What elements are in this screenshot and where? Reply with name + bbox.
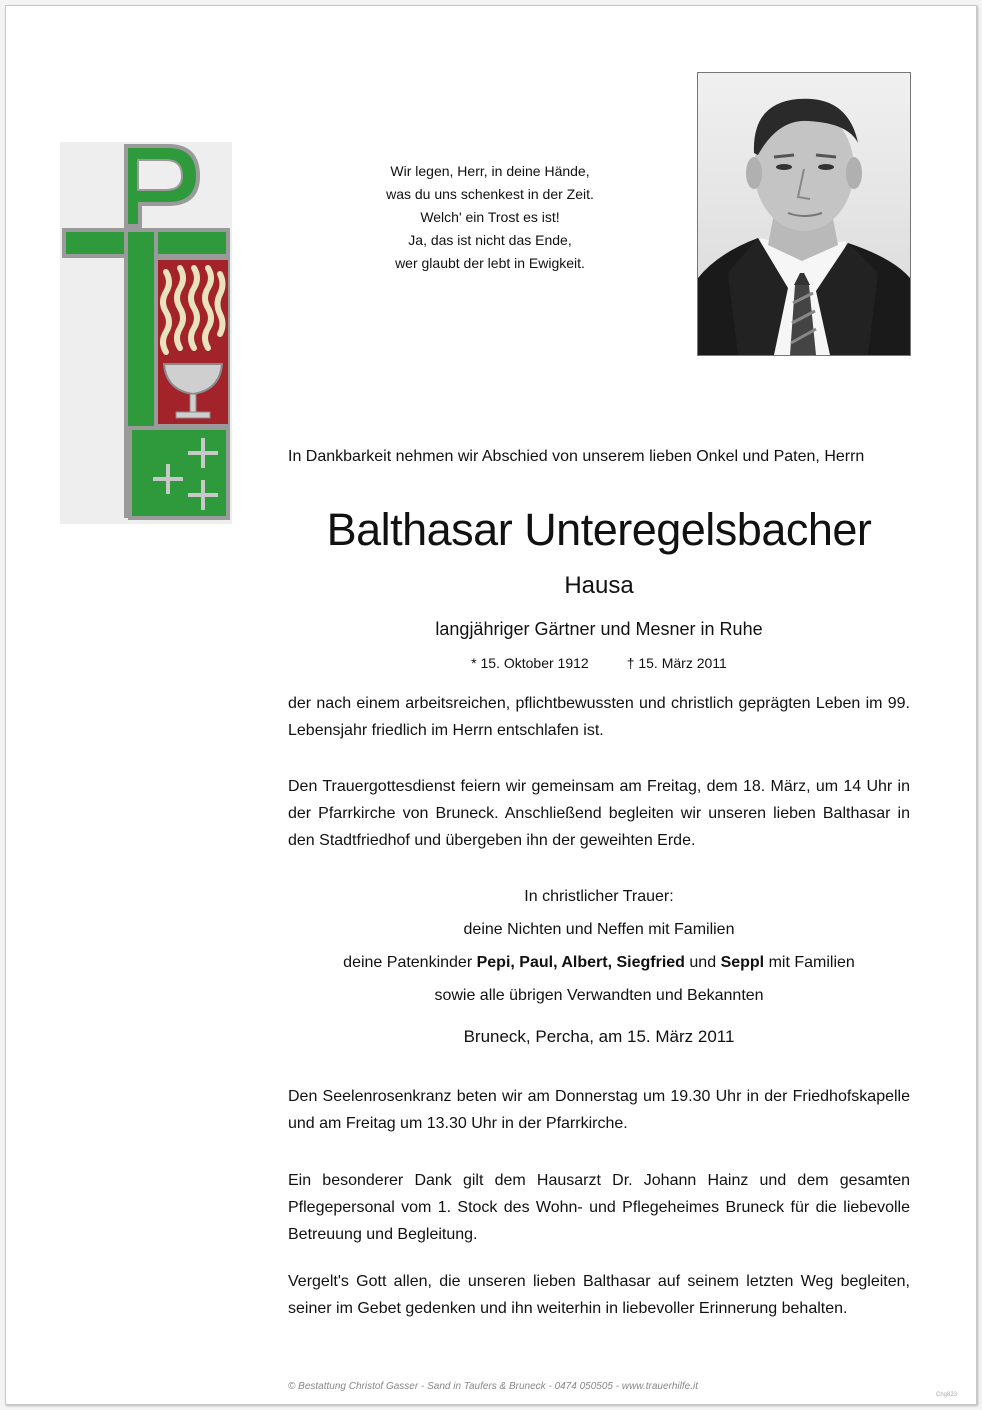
rosary-paragraph: Den Seelenrosenkranz beten wir am Donnerstag um 19.30 Uhr in der Friedhofskapelle und am Freitag um 13.30 Uhr in der Pfarrkirche. <box>288 1088 910 1132</box>
intro-text: In Dankbarkeit nehmen wir Abschied von unserem lieben Onkel und Paten, Herrn <box>288 448 865 465</box>
poem-line: Welch' ein Trost es ist! <box>420 209 560 225</box>
mourners-text: deine Patenkinder <box>343 954 473 971</box>
mourners-line <box>288 946 910 979</box>
place-date: Bruneck, Percha, am 15. März 2011 <box>463 1027 735 1046</box>
death-date: † 15. März 2011 <box>626 655 727 671</box>
occupation: langjähriger Gärtner und Mesner in Ruhe <box>435 619 763 639</box>
thanks-paragraph: Ein besonderer Dank gilt dem Hausarzt Dr. Johann Hainz und dem gesamten Pflegepersonal vom 1. Stock des Wohn- und Pflegeheimes Bruneck für die liebevolle Betreuung und Begleitung. <box>288 1172 910 1243</box>
life-dates <box>288 655 910 671</box>
death-paragraph: der nach einem arbeitsreichen, pflichtbewussten und christlich geprägten Leben im 99. Lebensjahr friedlich im Herrn entschlafen ist. <box>288 695 910 739</box>
portrait-photo <box>697 72 911 356</box>
chi-rho-cross-icon <box>60 142 232 524</box>
mourners-text: und <box>689 954 717 971</box>
birth-date: * 15. Oktober 1912 <box>471 655 589 671</box>
poem-line: Ja, das ist nicht das Ende, <box>408 232 572 248</box>
funeral-paragraph: Den Trauergottesdienst feiern wir gemeinsam am Freitag, dem 18. März, um 14 Uhr in der Pfarrkirche von Bruneck. Anschließend begleiten wir unseren lieben Balthasar in den Stadtfriedhof und übergeben ihn der geweihten Erde. <box>288 778 910 849</box>
mourners-block <box>288 880 910 1012</box>
mourners-text: mit Familien <box>768 954 855 971</box>
poem-line: wer glaubt der lebt in Ewigkeit. <box>395 255 585 271</box>
mourners-line: deine Nichten und Neffen mit Familien <box>463 921 735 938</box>
mourners-line: sowie alle übrigen Verwandten und Bekannten <box>434 987 764 1004</box>
mourners-heading: In christlicher Trauer: <box>524 888 674 905</box>
closing-paragraph: Vergelt's Gott allen, die unseren lieben Balthasar auf seinem letzten Weg begleiten, seiner im Gebet gedenken und ihn weiterhin in liebevoller Erinnerung behalten. <box>288 1273 910 1317</box>
godchildren-names: Pepi, Paul, Albert, Siegfried <box>476 954 685 971</box>
deceased-name: Balthasar Unteregelsbacher <box>326 504 872 555</box>
poem-line: was du uns schenkest in der Zeit. <box>386 186 594 202</box>
poem-line: Wir legen, Herr, in deine Hände, <box>390 163 590 179</box>
footer-credit: © Bestattung Christof Gasser - Sand in Taufers & Bruneck - 0474 050505 - www.trauerhilfe.it <box>288 1381 698 1392</box>
template-code: Chg823 <box>936 1392 958 1398</box>
nickname: Hausa <box>564 572 634 599</box>
godchild-name: Seppl <box>720 954 765 971</box>
poem <box>340 160 640 275</box>
